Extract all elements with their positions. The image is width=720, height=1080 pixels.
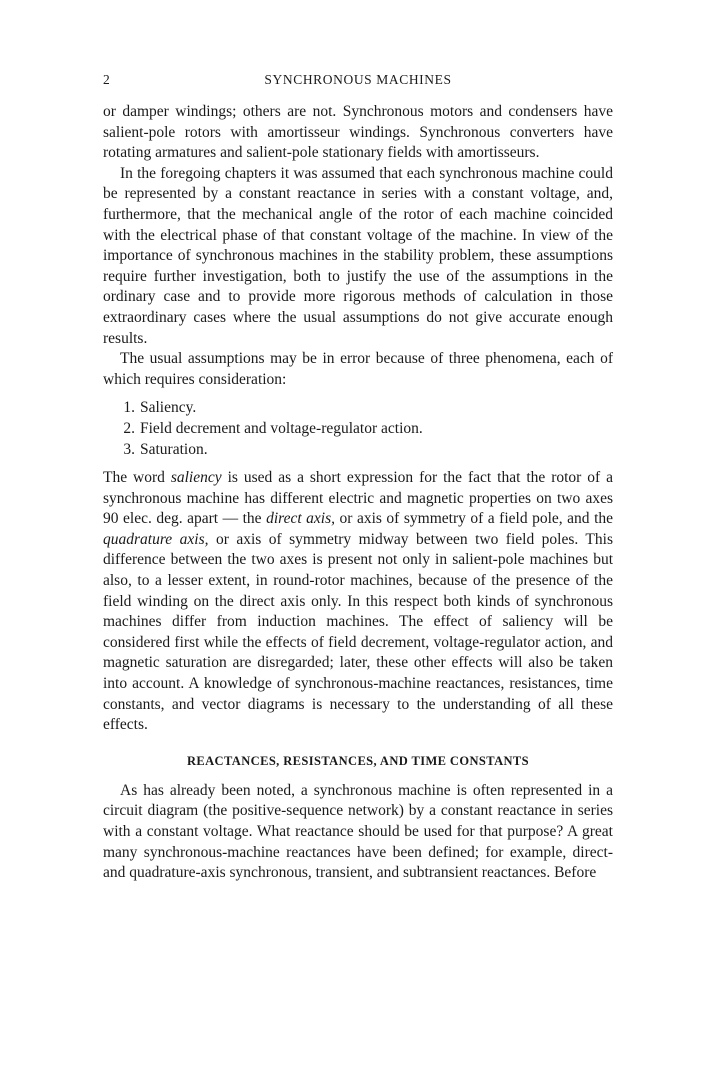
list-item [103,398,613,419]
phenomena-list [103,398,613,460]
list-item-text: Saturation. [140,440,208,458]
term-saliency: saliency [170,469,222,487]
term-quadrature-axis: quadrature axis, [103,530,209,548]
list-item-number: 3. [123,440,135,458]
paragraph-reactances: As has already been noted, a synchronous machine is often represented in a circuit diagram (the positive-sequence network) by a constant reactance in series with a constant voltage. What reactance should be used for that purpose? A great many synchronous-machine reactances have been defined; for example, direct- and quadrature-axis synchronous, transient, and subtransient reactances. Before [103,781,613,882]
page [103,72,613,884]
list-item-number: 1. [123,399,135,417]
term-direct-axis: direct axis, [266,510,336,528]
page-number: 2 [103,72,110,87]
list-item-text: Field decrement and voltage-regulator action. [140,419,423,437]
list-item-number: 2. [123,419,135,437]
running-title: SYNCHRONOUS MACHINES [264,72,452,87]
list-item-text: Saliency. [140,399,197,417]
paragraph-saliency [103,468,613,736]
paragraph-assumptions: In the foregoing chapters it was assumed that each synchronous machine could be represented by a constant reactance in series with a constant voltage, and, furthermore, that the mechanical angle of the rotor of each machine coincided with the electrical phase of that constant voltage of the machine. In view of the importance of synchronous machines in the stability problem, these assumptions require further investigation, both to justify the use of the assumptions in the ordinary case and to provide more rigorous methods of calculation in those extraordinary cases where the usual assumptions do not give accurate enough results. [103,164,613,347]
text-run: is used as a short expression for the fact that the rotor of a synchronous machine has different electric and magnetic properties on two axes 90 elec. deg. apart — the [103,469,614,528]
paragraph-phenomena-intro: The usual assumptions may be in error because of three phenomena, each of which requires consideration: [103,350,613,388]
list-item [103,419,613,440]
list-item [103,440,613,461]
text-run: The word [103,469,171,487]
text-run: or axis of symmetry midway between two field poles. This difference between the two axes is present not only in salient-pole machines but also, to a lesser extent, in round-rotor machines, because of the presence of the field winding on the direct axis only. In this respect both kinds of synchronous machines differ from induction machines. The effect of saliency will be considered first while the effects of field decrement, voltage-regulator action, and magnetic saturation are disregarded; later, these other effects will also be taken into account. A knowledge of synchronous-machine reactances, resistances, time constants, and vector diagrams is necessary to the understanding of all these effects. [103,530,613,734]
section-heading: REACTANCES, RESISTANCES, AND TIME CONSTANTS [186,753,530,768]
running-head [103,72,613,96]
text-run: or axis of symmetry of a field pole, and the [335,510,614,528]
paragraph-continued: or damper windings; others are not. Synchronous motors and condensers have salient-pole rotors with amortisseur windings. Synchronous converters have rotating armatures and salient-pole stationary fields with amortisseurs. [103,103,613,162]
